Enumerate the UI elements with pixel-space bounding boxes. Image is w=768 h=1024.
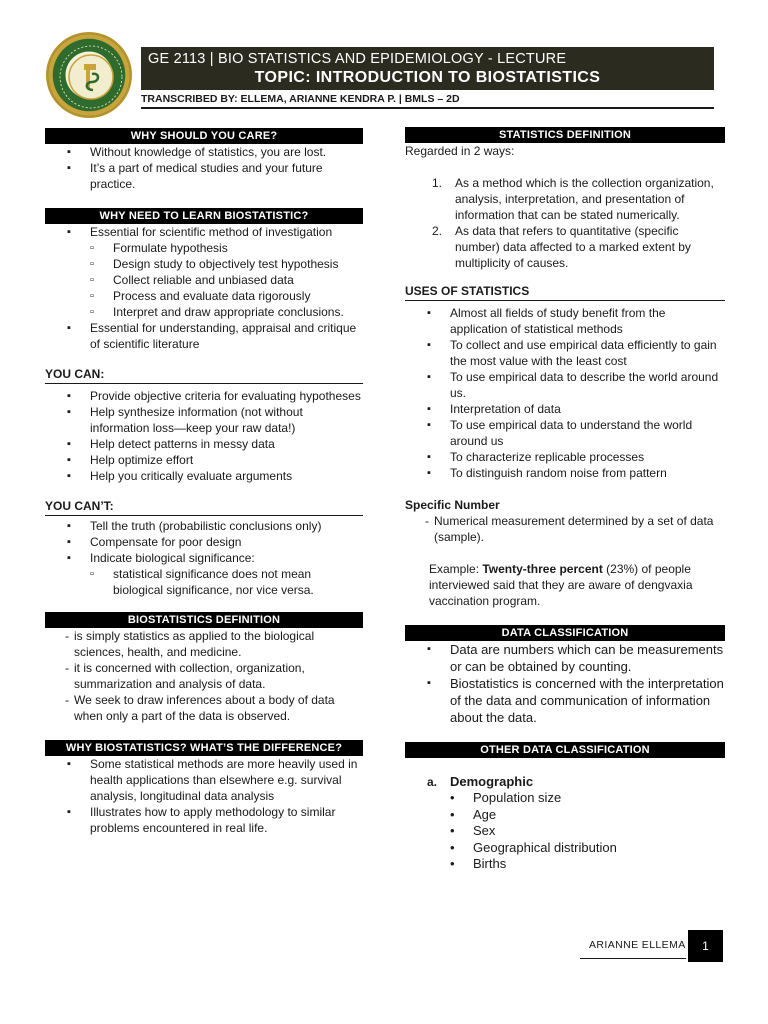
college-seal-logo — [46, 32, 132, 118]
demographic-list — [405, 790, 725, 873]
item-text: As data that refers to quantitative (specific number) data affected to a marked extent by multiplicity of causes. — [455, 224, 691, 270]
why-learn-sublist — [45, 240, 363, 320]
list-item: ▪ To use empirical data to describe the world around us. — [405, 369, 725, 401]
example-rest: (23%) of people interviewed said that they are aware of dengvaxia vaccination program. — [429, 562, 693, 608]
section-heading-you-can: YOU CAN: — [45, 366, 363, 384]
you-cant-sublist — [45, 566, 363, 598]
section-heading-you-cant: YOU CAN’T: — [45, 498, 363, 516]
section-heading-statistics-definition: STATISTICS DEFINITION — [405, 127, 725, 143]
data-class-list — [405, 641, 725, 726]
right-column — [405, 127, 725, 873]
list-item: - is simply statistics as applied to the biological sciences, health, and medicine. — [45, 628, 363, 660]
section-heading-data-classification: DATA CLASSIFICATION — [405, 625, 725, 641]
list-item: ▪ Biostatistics is concerned with the interpretation of the data and communication of information about the data. — [405, 675, 725, 726]
list-item: ▪ Indicate biological significance: — [45, 550, 363, 566]
stat-def-list — [405, 175, 725, 271]
example-prefix: Example: — [429, 562, 483, 576]
why-learn-list — [45, 224, 363, 240]
why-care-list — [45, 144, 363, 192]
specific-number-list — [405, 513, 725, 545]
section-heading-biostatistics-definition: BIOSTATISTICS DEFINITION — [45, 612, 363, 628]
list-item: • Geographical distribution — [405, 840, 725, 857]
section-heading-why-biostatistics: WHY BIOSTATISTICS? WHAT’S THE DIFFERENCE? — [45, 740, 363, 756]
list-item: - We seek to draw inferences about a body of data when only a part of the data is observed. — [45, 692, 363, 724]
why-biostat-list — [45, 756, 363, 836]
numbered-item — [405, 175, 725, 223]
why-learn-list-2 — [45, 320, 363, 352]
transcriber-line: TRANSCRIBED BY: ELLEMA, ARIANNE KENDRA P. | BMLS – 2D — [141, 93, 460, 105]
left-column — [45, 128, 363, 836]
list-item: • Births — [405, 856, 725, 873]
list-item: ▪ Compensate for poor design — [45, 534, 363, 550]
course-title: GE 2113 | BIO STATISTICS AND EPIDEMIOLOGY - LECTURE — [148, 51, 567, 67]
list-item: ▪ To use empirical data to understand the world around us — [405, 417, 725, 449]
footer-divider — [580, 958, 686, 959]
topic-title: TOPIC: INTRODUCTION TO BIOSTATISTICS — [254, 69, 601, 86]
list-item: ▪ Illustrates how to apply methodology to similar problems encountered in real life. — [45, 804, 363, 836]
list-subitem: ▫ Process and evaluate data rigorously — [45, 288, 363, 304]
demographic-heading — [405, 774, 725, 790]
biostat-definition-list — [45, 628, 363, 724]
list-item: ▪ To characterize replicable processes — [405, 449, 725, 465]
item-number: 2. — [432, 224, 443, 238]
example-highlight: Twenty-three percent — [482, 562, 603, 576]
you-can-list — [45, 388, 363, 484]
sub-title: Demographic — [450, 774, 534, 789]
list-subitem: ▫ Formulate hypothesis — [45, 240, 363, 256]
list-item: ▪ Essential for understanding, appraisal and critique of scientific literature — [45, 320, 363, 352]
item-number: 1. — [432, 176, 443, 190]
list-subitem: ▫ Interpret and draw appropriate conclusions. — [45, 304, 363, 320]
list-item: - it is concerned with collection, organization, summarization and analysis of data. — [45, 660, 363, 692]
list-item: ▪ Help synthesize information (not without information loss—keep your raw data!) — [45, 404, 363, 436]
list-item: - Numerical measurement determined by a set of data (sample). — [405, 513, 725, 545]
list-item: ▪ Interpretation of data — [405, 401, 725, 417]
list-item: • Population size — [405, 790, 725, 807]
list-item: ▪ Help optimize effort — [45, 452, 363, 468]
sub-letter: a. — [427, 775, 438, 789]
list-item: ▪ Help you critically evaluate arguments — [45, 468, 363, 484]
list-item: • Age — [405, 807, 725, 824]
list-item: ▪ Data are numbers which can be measurements or can be obtained by counting. — [405, 641, 725, 675]
list-item: ▪ Almost all fields of study benefit from the application of statistical methods — [405, 305, 725, 337]
example-paragraph — [405, 561, 725, 609]
list-item: • Sex — [405, 823, 725, 840]
section-heading-why-care: WHY SHOULD YOU CARE? — [45, 128, 363, 144]
list-item: ▪ To distinguish random noise from pattern — [405, 465, 725, 481]
specific-number-heading: Specific Number — [405, 498, 500, 512]
list-item: ▪ To collect and use empirical data efficiently to gain the most value with the least cost — [405, 337, 725, 369]
section-heading-why-learn: WHY NEED TO LEARN BIOSTATISTIC? — [45, 208, 363, 224]
list-item: ▪ Provide objective criteria for evaluating hypotheses — [45, 388, 363, 404]
header-title-bar — [141, 47, 714, 90]
numbered-item — [405, 223, 725, 271]
list-item: ▪ It’s a part of medical studies and your future practice. — [45, 160, 363, 192]
footer-author: ARIANNE ELLEMA — [589, 939, 686, 951]
item-text: As a method which is the collection organization, analysis, interpretation, and presentation of information that can be stated numerically. — [455, 176, 714, 222]
list-item: ▪ Help detect patterns in messy data — [45, 436, 363, 452]
page-number: 1 — [688, 930, 723, 962]
list-item: ▪ Tell the truth (probabilistic conclusions only) — [45, 518, 363, 534]
section-heading-other-data-classification: OTHER DATA CLASSIFICATION — [405, 742, 725, 758]
header-divider — [141, 107, 714, 109]
stat-def-intro: Regarded in 2 ways: — [405, 144, 515, 158]
list-subitem: ▫ Collect reliable and unbiased data — [45, 272, 363, 288]
seal-emblem-icon — [48, 34, 134, 120]
uses-list — [405, 305, 725, 481]
list-item: ▪ Some statistical methods are more heavily used in health applications than elsewhere e.g. survival analysis, longitudinal data analysis — [45, 756, 363, 804]
section-heading-uses-of-statistics: USES OF STATISTICS — [405, 283, 725, 301]
you-cant-list — [45, 518, 363, 566]
list-subitem: ▫ Design study to objectively test hypothesis — [45, 256, 363, 272]
list-subitem: ▫ statistical significance does not mean biological significance, nor vice versa. — [45, 566, 363, 598]
list-item: ▪ Without knowledge of statistics, you are lost. — [45, 144, 363, 160]
list-item: ▪ Essential for scientific method of investigation — [45, 224, 363, 240]
